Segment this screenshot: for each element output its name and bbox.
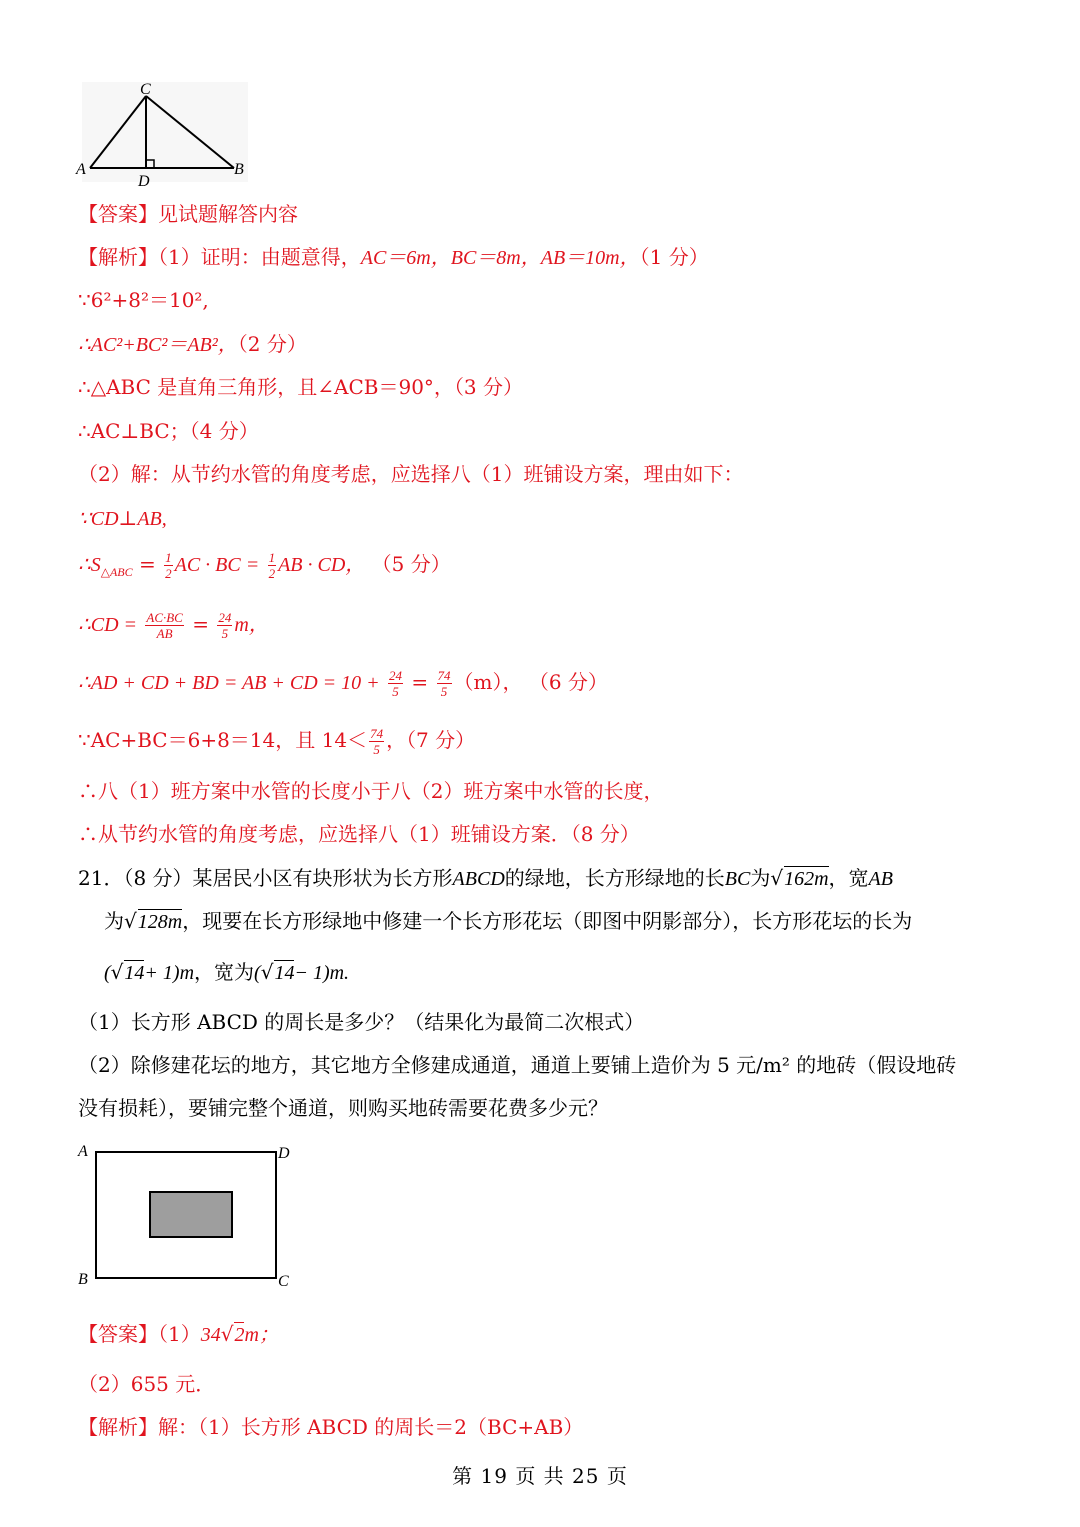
analysis-21-line-1 xyxy=(78,1413,583,1441)
fraction-numerator: 24 xyxy=(389,668,403,683)
fraction-numerator: 74 xyxy=(370,726,384,741)
analysis-line-1 xyxy=(78,243,709,272)
analysis-text: （1）证明：由题意得， xyxy=(158,245,361,269)
equals-sign: = xyxy=(139,552,156,576)
analysis-math: AB · CD， xyxy=(278,554,366,576)
question-text: （8 分）某居民小区有块形状为长方形 xyxy=(123,866,453,890)
label-a: A xyxy=(78,1143,88,1160)
fraction-denominator: 5 xyxy=(440,684,448,699)
answer-21-line-1 xyxy=(78,1320,279,1349)
score-7: （7 分） xyxy=(406,728,476,752)
question-text: 为 xyxy=(104,909,124,933)
answer-math: 34 xyxy=(200,1324,221,1346)
fraction-numerator: 74 xyxy=(437,668,451,683)
answer-line xyxy=(78,200,298,228)
score-3: （3 分） xyxy=(453,375,524,399)
analysis-line-4 xyxy=(78,373,523,401)
page-footer: 第 19 页 共 25 页 xyxy=(452,1464,628,1488)
question-21-sub-2b: 没有损耗），要铺完整个通道，则购买地砖需要花费多少元？ xyxy=(78,1096,608,1120)
analysis-line-8 xyxy=(78,550,451,586)
value-fraction xyxy=(437,668,452,699)
sqrt-sign: √ xyxy=(220,1322,234,1346)
equals-sign: = xyxy=(411,670,429,694)
analysis-line-6: （2）解：从节约水管的角度考虑，应选择八（1）班铺设方案，理由如下： xyxy=(78,462,744,486)
fraction-numerator: 24 xyxy=(218,610,232,625)
analysis-text: ∵AC+BC＝6+8＝14，且 14＜ xyxy=(78,728,368,752)
answer-text: （1） xyxy=(158,1322,201,1346)
analysis-line-5: ∴AC⊥BC；（4 分） xyxy=(78,419,259,443)
analysis-line-2: ∵6²+8²＝10², xyxy=(78,288,209,312)
analysis-line-3 xyxy=(78,330,307,359)
question-math: BC xyxy=(724,868,751,890)
radicand: 14 xyxy=(124,962,145,984)
label-d: D xyxy=(278,1145,290,1162)
label-d: D xyxy=(138,173,150,190)
analysis-line-11 xyxy=(78,726,475,757)
question-math: − 1)m. xyxy=(294,962,350,984)
analysis-line-9 xyxy=(78,610,269,641)
analysis-math: AC＝6m，BC＝8m，AB＝10m， xyxy=(360,247,640,269)
value-fraction xyxy=(369,726,384,757)
question-21-sub-2a: （2）除修建花坛的地方，其它地方全修建成通道，通道上要铺上造价为 5 元/m² 的地砖（假设地砖 xyxy=(78,1053,957,1077)
score-2: （2 分） xyxy=(237,332,307,356)
sqrt-sign: √ xyxy=(124,909,137,933)
analysis-line-7 xyxy=(78,504,167,533)
unit: m， xyxy=(234,614,269,636)
fraction-numerator: 1 xyxy=(165,550,172,565)
radicand: 14 xyxy=(274,962,295,984)
half-fraction xyxy=(164,550,173,581)
analysis-text: 解：（1）长方形 ABCD 的周长＝2（BC+AB） xyxy=(158,1415,584,1439)
fraction-denominator: 5 xyxy=(373,742,380,757)
fraction-denominator: 2 xyxy=(165,566,172,581)
answer-tag: 【答案】 xyxy=(78,202,158,226)
question-21-sub-1: （1）长方形 ABCD 的周长是多少？（结果化为最简二次根式） xyxy=(78,1010,645,1034)
question-text: 的绿地，长方形绿地的长 xyxy=(504,866,725,890)
radicand: 162m xyxy=(784,868,829,890)
sqrt-sign: √ xyxy=(110,960,124,984)
score-1: （1 分） xyxy=(639,245,709,269)
analysis-math: AC · BC = xyxy=(174,554,260,576)
answer-tag: 【答案】 xyxy=(78,1322,158,1346)
value-fraction xyxy=(388,668,403,699)
score-5: （5 分） xyxy=(371,552,451,576)
fraction-numerator: AC·BC xyxy=(146,610,183,625)
label-c: C xyxy=(140,81,151,98)
analysis-tag: 【解析】 xyxy=(78,1415,158,1439)
question-number: 21． xyxy=(78,866,124,890)
question-21-line-2 xyxy=(104,907,912,936)
value-fraction xyxy=(217,610,232,641)
analysis-math: ∴AD + CD + BD = AB + CD = 10 + xyxy=(78,672,380,694)
question-math: ( xyxy=(254,962,261,984)
radicand: 128m xyxy=(137,911,183,933)
fraction-denominator: 2 xyxy=(268,566,276,581)
question-text: ，宽为 xyxy=(194,960,255,984)
question-text: ，宽 xyxy=(828,866,869,890)
unit: （m）， xyxy=(453,670,523,694)
question-21-line-3 xyxy=(104,958,349,987)
rectangle-figure xyxy=(74,1138,304,1294)
label-a: A xyxy=(76,161,86,178)
label-c: C xyxy=(278,1273,289,1290)
fraction-numerator: 1 xyxy=(268,550,276,565)
punctuation: ， xyxy=(386,728,407,752)
half-fraction xyxy=(268,550,277,581)
analysis-text: ∴△ABC 是直角三角形，且∠ACB＝90°， xyxy=(78,375,454,399)
analysis-math: ∴AC²+BC²＝AB²， xyxy=(78,334,238,356)
fraction-denominator: 5 xyxy=(392,684,399,699)
question-math: ( xyxy=(104,962,111,984)
score-6: （6 分） xyxy=(528,670,608,694)
question-text: ，现要在长方形绿地中修建一个长方形花坛（即图中阴影部分），长方形花坛的长为 xyxy=(182,909,913,933)
cd-fraction xyxy=(145,610,183,641)
equals-sign: = xyxy=(192,612,209,636)
area-subscript: △ABC xyxy=(100,565,133,579)
triangle-figure xyxy=(74,78,254,190)
fraction-denominator: 5 xyxy=(221,626,229,641)
question-math: ABCD xyxy=(452,868,505,890)
question-21-line-1 xyxy=(78,864,893,893)
label-b: B xyxy=(78,1271,88,1288)
area-symbol: ∴S xyxy=(78,554,101,576)
analysis-line-10 xyxy=(78,668,608,699)
radicand: 2 xyxy=(234,1324,245,1346)
question-math: + 1)m xyxy=(144,962,195,984)
answer-math: m； xyxy=(244,1324,279,1346)
fraction-denominator: AB xyxy=(156,626,173,641)
analysis-line-12: ∴八（1）班方案中水管的长度小于八（2）班方案中水管的长度， xyxy=(78,779,664,803)
label-b: B xyxy=(234,161,244,178)
answer-text: 见试题解答内容 xyxy=(158,202,298,226)
analysis-line-13: ∴从节约水管的角度考虑，应选择八（1）班铺设方案．（8 分） xyxy=(78,822,640,846)
flowerbed-shaded xyxy=(150,1192,232,1237)
answer-21-line-2: （2）655 元． xyxy=(78,1372,216,1396)
question-text: 为 xyxy=(750,866,771,890)
analysis-tag: 【解析】 xyxy=(78,245,158,269)
sqrt-sign: √ xyxy=(770,866,784,890)
analysis-math: ∴CD = xyxy=(78,614,138,636)
question-math: AB xyxy=(868,868,893,890)
analysis-math: ∵CD⊥AB, xyxy=(78,508,167,530)
sqrt-sign: √ xyxy=(260,960,274,984)
